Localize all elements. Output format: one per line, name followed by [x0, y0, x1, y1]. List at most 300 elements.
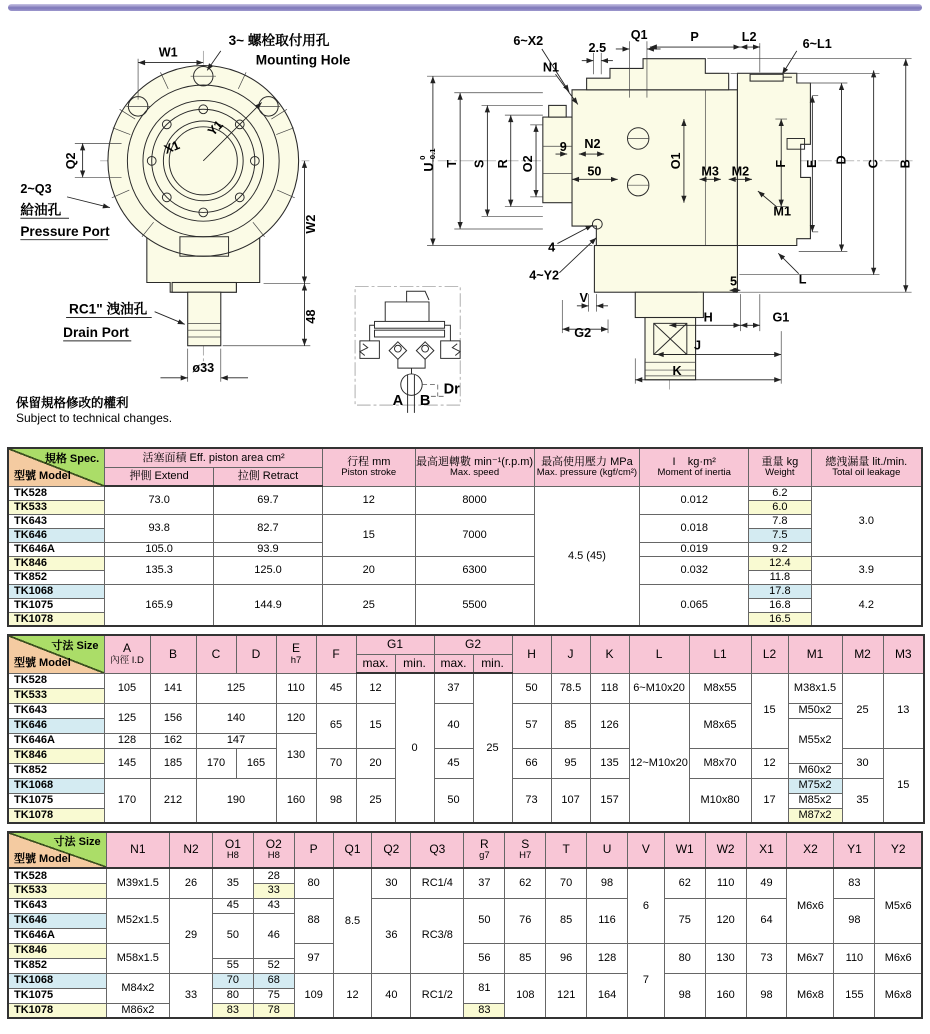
data-cell: 25 — [473, 673, 512, 823]
size-table-1 — [7, 634, 925, 824]
data-cell: 56 — [464, 943, 505, 973]
table-row — [8, 748, 924, 763]
data-cell: 15 — [322, 514, 415, 556]
data-cell: L1 — [689, 635, 751, 673]
model-cell: TK528 — [8, 868, 106, 883]
data-cell: M6x7 — [787, 943, 834, 973]
drain-port-label-en: Drain Port — [63, 324, 129, 340]
data-cell: 125 — [104, 703, 150, 733]
data-cell: O2 H8 — [253, 832, 294, 868]
data-cell: 93.9 — [214, 542, 323, 556]
data-cell: 155 — [834, 973, 875, 1018]
data-cell: Q1 — [333, 832, 372, 868]
data-cell: M84x2 — [106, 973, 169, 1003]
spec-tables — [7, 447, 923, 1026]
data-cell: 212 — [150, 778, 196, 823]
model-cell: TK846 — [8, 556, 105, 570]
data-cell: M75x2 — [788, 778, 842, 793]
data-cell: 30 — [842, 748, 883, 778]
dim-e: E — [805, 159, 820, 168]
check-valves — [389, 342, 434, 360]
data-cell: 17 — [751, 778, 788, 823]
data-cell: 26 — [170, 868, 213, 898]
size-table-2 — [7, 831, 923, 1019]
data-cell: 5500 — [415, 584, 534, 626]
data-cell: M50x2 — [788, 703, 842, 718]
corner-cell: 寸法 Size 型號 Model — [8, 832, 106, 868]
data-cell: 185 — [150, 748, 196, 778]
dim-9: 9 — [559, 140, 567, 155]
dim-t: T — [445, 159, 460, 168]
data-cell: 130 — [705, 943, 746, 973]
data-cell: 12.4 — [749, 556, 811, 570]
data-cell: 80 — [294, 868, 333, 898]
model-cell: TK646 — [8, 718, 104, 733]
data-cell: M3 — [883, 635, 924, 673]
model-cell: TK528 — [8, 486, 105, 500]
data-cell: 49 — [746, 868, 787, 898]
data-cell: 36 — [372, 898, 411, 973]
data-cell: 最高迴轉數 min⁻¹(r.p.m) Max. speed — [415, 448, 534, 486]
data-cell: 28 — [253, 868, 294, 883]
data-cell: 33 — [170, 973, 213, 1018]
data-cell: X1 — [746, 832, 787, 868]
data-cell: X2 — [787, 832, 834, 868]
dim-v: V — [579, 290, 588, 305]
table-row — [8, 778, 924, 793]
data-cell: M85x2 — [788, 793, 842, 808]
dim-w1: W1 — [158, 45, 178, 60]
data-cell: 73.0 — [105, 486, 214, 514]
data-cell: F — [316, 635, 356, 673]
data-cell: R g7 — [464, 832, 505, 868]
dim-m1: M1 — [773, 204, 791, 219]
table-row — [8, 943, 922, 958]
mounting-hole-label-zh: 3~ 螺栓取付用孔 — [228, 33, 330, 49]
data-cell: 118 — [590, 673, 629, 703]
data-cell: 126 — [590, 703, 629, 748]
data-cell: 25 — [356, 778, 395, 823]
data-cell: 170 — [196, 748, 236, 778]
model-cell: TK646 — [8, 528, 105, 542]
data-cell: 80 — [664, 943, 705, 973]
data-cell: 7.5 — [749, 528, 811, 542]
data-cell: 75 — [253, 988, 294, 1003]
data-cell: 4.5 (45) — [534, 486, 640, 626]
data-cell: 70 — [546, 868, 587, 898]
dim-q2: Q2 — [63, 152, 78, 170]
dim-k: K — [672, 363, 682, 378]
data-cell: 0.012 — [640, 486, 749, 514]
data-cell: 30 — [372, 868, 411, 898]
data-cell: M10x80 — [689, 778, 751, 823]
data-cell: 50 — [512, 673, 551, 703]
dim-u-tol-top: 0 — [418, 155, 428, 160]
data-cell: 160 — [276, 778, 316, 823]
data-cell: S H7 — [505, 832, 546, 868]
data-cell: 16.5 — [749, 612, 811, 626]
data-cell: 128 — [104, 733, 150, 748]
data-cell: 81 — [464, 973, 505, 1003]
data-cell: 170 — [104, 778, 150, 823]
data-cell: 重量 kg Weight — [749, 448, 811, 486]
model-cell: TK1068 — [8, 584, 105, 598]
model-cell: TK1078 — [8, 1003, 106, 1018]
data-cell: M2 — [842, 635, 883, 673]
data-cell: L — [629, 635, 689, 673]
data-cell: 3.0 — [811, 486, 922, 556]
data-cell: 83 — [212, 1003, 253, 1018]
data-cell: 116 — [587, 898, 628, 943]
dim-u-tol-bottom: -0.1 — [427, 148, 437, 162]
model-cell: TK646 — [8, 913, 106, 928]
data-cell: D — [236, 635, 276, 673]
dim-b: B — [898, 159, 913, 169]
data-cell: 33 — [253, 883, 294, 898]
dim-n2: N2 — [584, 137, 601, 152]
data-cell: 105 — [104, 673, 150, 703]
data-cell: 120 — [276, 703, 316, 733]
data-cell: 45 — [434, 748, 473, 778]
data-cell: P — [294, 832, 333, 868]
model-cell: TK1075 — [8, 988, 106, 1003]
data-cell: 64 — [746, 898, 787, 943]
dim-m2: M2 — [731, 164, 750, 179]
data-cell: W2 — [705, 832, 746, 868]
model-cell: TK852 — [8, 958, 106, 973]
data-cell: M6x6 — [787, 868, 834, 943]
data-cell: Y1 — [834, 832, 875, 868]
table-row — [8, 584, 922, 598]
data-cell: 83 — [834, 868, 875, 898]
data-cell: 6~M10x20 — [629, 673, 689, 703]
data-cell: 6 — [627, 868, 664, 943]
data-cell: M8x70 — [689, 748, 751, 778]
dim-g2: G2 — [574, 325, 592, 340]
dim-x1: X1 — [162, 138, 182, 157]
model-cell: TK1075 — [8, 793, 104, 808]
dim-f: F — [774, 159, 789, 168]
data-cell: 43 — [253, 898, 294, 913]
data-cell: 125 — [196, 673, 276, 703]
data-cell: M6x8 — [875, 973, 922, 1018]
data-cell: 110 — [834, 943, 875, 973]
data-cell: U — [587, 832, 628, 868]
data-cell: 押側 Extend — [105, 467, 214, 486]
data-cell: T — [546, 832, 587, 868]
data-cell: 157 — [590, 778, 629, 823]
data-cell: 12 — [751, 748, 788, 778]
data-cell: 144.9 — [214, 584, 323, 626]
table-row — [8, 556, 922, 570]
data-cell: 88 — [294, 898, 333, 943]
data-cell: 96 — [546, 943, 587, 973]
model-cell: TK852 — [8, 570, 105, 584]
dim-q3: 2~Q3 — [20, 181, 52, 196]
data-cell: M60x2 — [788, 763, 842, 778]
model-cell: TK1068 — [8, 778, 104, 793]
data-cell: 165.9 — [105, 584, 214, 626]
data-cell: 57 — [512, 703, 551, 748]
model-cell: TK1075 — [8, 598, 105, 612]
data-cell: 17.8 — [749, 584, 811, 598]
data-cell: 140 — [196, 703, 276, 733]
port-a-label: A — [392, 393, 404, 410]
data-cell: Y2 — [875, 832, 922, 868]
dim-o2: O2 — [521, 155, 536, 173]
data-cell: RC3/8 — [411, 898, 464, 973]
data-cell: 128 — [587, 943, 628, 973]
pressure-port-label-en: Pressure Port — [20, 223, 110, 239]
data-cell: C — [196, 635, 236, 673]
data-cell: 55 — [212, 958, 253, 973]
data-cell: min. — [395, 654, 434, 673]
model-cell: TK852 — [8, 763, 104, 778]
data-cell: 6.0 — [749, 500, 811, 514]
data-cell: 62 — [664, 868, 705, 898]
data-cell: 7 — [627, 943, 664, 1018]
data-cell: 70 — [316, 748, 356, 778]
data-cell: 160 — [705, 973, 746, 1018]
data-cell: 73 — [746, 943, 787, 973]
data-cell: 76 — [505, 898, 546, 943]
dim-6x2: 6~X2 — [513, 34, 544, 49]
dim-o1: O1 — [669, 152, 684, 170]
data-cell: 97 — [294, 943, 333, 973]
data-cell: M38x1.5 — [788, 673, 842, 703]
data-cell: 98 — [834, 898, 875, 943]
model-cell: TK646A — [8, 928, 106, 943]
data-cell: Q3 — [411, 832, 464, 868]
data-cell: 98 — [316, 778, 356, 823]
hydraulic-schematic — [355, 286, 460, 412]
data-cell: 40 — [434, 703, 473, 748]
data-cell: 98 — [746, 973, 787, 1018]
model-cell: TK643 — [8, 514, 105, 528]
data-cell: 20 — [356, 748, 395, 778]
data-cell: 145 — [104, 748, 150, 778]
model-cell: TK643 — [8, 703, 104, 718]
data-cell: 35 — [842, 778, 883, 823]
data-cell: 13 — [883, 673, 924, 748]
data-cell: 45 — [212, 898, 253, 913]
data-cell: max. — [356, 654, 395, 673]
data-cell: 135.3 — [105, 556, 214, 584]
data-cell: 165 — [236, 748, 276, 778]
data-cell: 156 — [150, 703, 196, 733]
note-zh: 保留規格修改的權利 — [16, 396, 129, 410]
data-cell: M39x1.5 — [106, 868, 169, 898]
data-cell: L2 — [751, 635, 788, 673]
data-cell: 73 — [512, 778, 551, 823]
data-cell: 50 — [212, 913, 253, 958]
technical-note — [16, 396, 172, 426]
data-cell: 4.2 — [811, 584, 922, 626]
data-cell: 98 — [587, 868, 628, 898]
data-cell: 40 — [372, 973, 411, 1018]
data-cell: M86x2 — [106, 1003, 169, 1018]
dim-2-5: 2.5 — [588, 40, 607, 55]
data-cell: 12~M10x20 — [629, 703, 689, 823]
data-cell: 9.2 — [749, 542, 811, 556]
data-cell: 68 — [253, 973, 294, 988]
side-section-drawing — [418, 28, 913, 389]
data-cell: 0.019 — [640, 542, 749, 556]
data-cell: 0.032 — [640, 556, 749, 584]
dim-l: L — [798, 272, 807, 287]
data-cell: 11.8 — [749, 570, 811, 584]
data-cell: 45 — [316, 673, 356, 703]
model-cell: TK1068 — [8, 973, 106, 988]
data-cell: 83 — [464, 1003, 505, 1018]
data-cell: 135 — [590, 748, 629, 778]
data-cell: min. — [473, 654, 512, 673]
data-cell: 0 — [395, 673, 434, 823]
data-cell: 12 — [356, 673, 395, 703]
data-cell: 6300 — [415, 556, 534, 584]
data-cell: 108 — [505, 973, 546, 1018]
data-cell: 110 — [705, 868, 746, 898]
dim-48: 48 — [304, 309, 319, 324]
data-cell: 78.5 — [551, 673, 590, 703]
data-cell: 8.5 — [333, 868, 372, 973]
data-cell: max. — [434, 654, 473, 673]
dim-y1: Y1 — [205, 117, 226, 139]
corner-cell: 寸法 Size 型號 Model — [8, 635, 104, 673]
data-cell: 46 — [253, 913, 294, 958]
data-cell: 78 — [253, 1003, 294, 1018]
data-cell: 69.7 — [214, 486, 323, 514]
spec-table — [7, 447, 923, 627]
model-cell: TK1078 — [8, 808, 104, 823]
data-cell: 拉側 Retract — [214, 467, 323, 486]
data-cell: 25 — [322, 584, 415, 626]
data-cell: M87x2 — [788, 808, 842, 823]
data-cell: 25 — [842, 673, 883, 748]
data-cell: 50 — [464, 898, 505, 943]
dim-n1: N1 — [542, 60, 559, 75]
data-cell: B — [150, 635, 196, 673]
data-cell: 62 — [505, 868, 546, 898]
data-cell: O1 H8 — [212, 832, 253, 868]
data-cell: A 內徑 I.D — [104, 635, 150, 673]
dim-p: P — [690, 30, 699, 45]
data-cell: N2 — [170, 832, 213, 868]
data-cell: I kg·m² Moment of inertia — [640, 448, 749, 486]
data-cell: 37 — [464, 868, 505, 898]
front-view-drawing — [19, 32, 350, 382]
dim-s: S — [472, 159, 487, 168]
data-cell: V — [627, 832, 664, 868]
port-b-label: B — [419, 393, 431, 410]
data-cell: 活塞面積 Eff. piston area cm² — [105, 448, 323, 467]
data-cell: J — [551, 635, 590, 673]
dim-q1: Q1 — [630, 28, 648, 43]
data-cell: 3.9 — [811, 556, 922, 584]
data-cell: 50 — [434, 778, 473, 823]
dim-h: H — [703, 310, 713, 325]
data-cell: 8000 — [415, 486, 534, 514]
pressure-port-label-zh: 給油孔 — [20, 202, 62, 218]
dim-c: C — [866, 159, 881, 169]
drain-port-label-zh: RC1" 洩油孔 — [69, 301, 148, 317]
note-en: Subject to technical changes. — [16, 411, 173, 425]
data-cell: Q2 — [372, 832, 411, 868]
data-cell: 110 — [276, 673, 316, 703]
data-cell: 164 — [587, 973, 628, 1018]
data-cell: 147 — [196, 733, 276, 748]
dim-4: 4 — [548, 240, 556, 255]
data-cell: 0.065 — [640, 584, 749, 626]
data-cell: 105.0 — [105, 542, 214, 556]
dim-l2: L2 — [741, 30, 757, 45]
data-cell: 0.018 — [640, 514, 749, 542]
dim-d: D — [834, 155, 849, 165]
data-cell: 93.8 — [105, 514, 214, 542]
data-cell: 66 — [512, 748, 551, 778]
data-cell: 95 — [551, 748, 590, 778]
table-row — [8, 486, 922, 500]
data-cell: 15 — [356, 703, 395, 748]
data-cell: 7000 — [415, 514, 534, 556]
data-cell: 65 — [316, 703, 356, 748]
data-cell: 109 — [294, 973, 333, 1018]
technical-drawings — [0, 12, 930, 444]
data-cell: 29 — [170, 898, 213, 973]
corner-cell: 規格 Spec. 型號 Model — [8, 448, 105, 486]
data-cell: RC1/4 — [411, 868, 464, 898]
data-cell: 80 — [212, 988, 253, 1003]
data-cell: E h7 — [276, 635, 316, 673]
data-cell: M8x65 — [689, 703, 751, 748]
dim-w2: W2 — [304, 214, 319, 234]
data-cell: 7.8 — [749, 514, 811, 528]
data-cell: M6x8 — [787, 973, 834, 1018]
model-cell: TK533 — [8, 883, 106, 898]
data-cell: M52x1.5 — [106, 898, 169, 943]
data-cell: 15 — [751, 673, 788, 748]
data-cell: 85 — [551, 703, 590, 748]
table-row — [8, 868, 922, 883]
table-row — [8, 673, 924, 688]
data-cell: 85 — [546, 898, 587, 943]
data-cell: 98 — [664, 973, 705, 1018]
data-cell: 130 — [276, 733, 316, 778]
data-cell: 141 — [150, 673, 196, 703]
data-cell: 35 — [212, 868, 253, 898]
data-cell: G2 — [434, 635, 512, 654]
model-cell: TK1078 — [8, 612, 105, 626]
dim-m3: M3 — [701, 164, 719, 179]
data-cell: M5x6 — [875, 868, 922, 943]
data-cell: 總洩漏量 lit./min. Total oil leakage — [811, 448, 922, 486]
data-cell: 20 — [322, 556, 415, 584]
top-accent-bar — [8, 4, 922, 11]
dim-u: U — [421, 162, 436, 172]
data-cell: 120 — [705, 898, 746, 943]
data-cell: 52 — [253, 958, 294, 973]
dim-dia33: ø33 — [192, 361, 215, 375]
dim-r: R — [495, 159, 510, 169]
data-cell: M55x2 — [788, 718, 842, 763]
model-cell: TK846 — [8, 943, 106, 958]
model-cell: TK643 — [8, 898, 106, 913]
data-cell: 行程 mm Piston stroke — [322, 448, 415, 486]
data-cell: 16.8 — [749, 598, 811, 612]
model-cell: TK533 — [8, 500, 105, 514]
dim-j: J — [694, 338, 702, 353]
data-cell: 121 — [546, 973, 587, 1018]
